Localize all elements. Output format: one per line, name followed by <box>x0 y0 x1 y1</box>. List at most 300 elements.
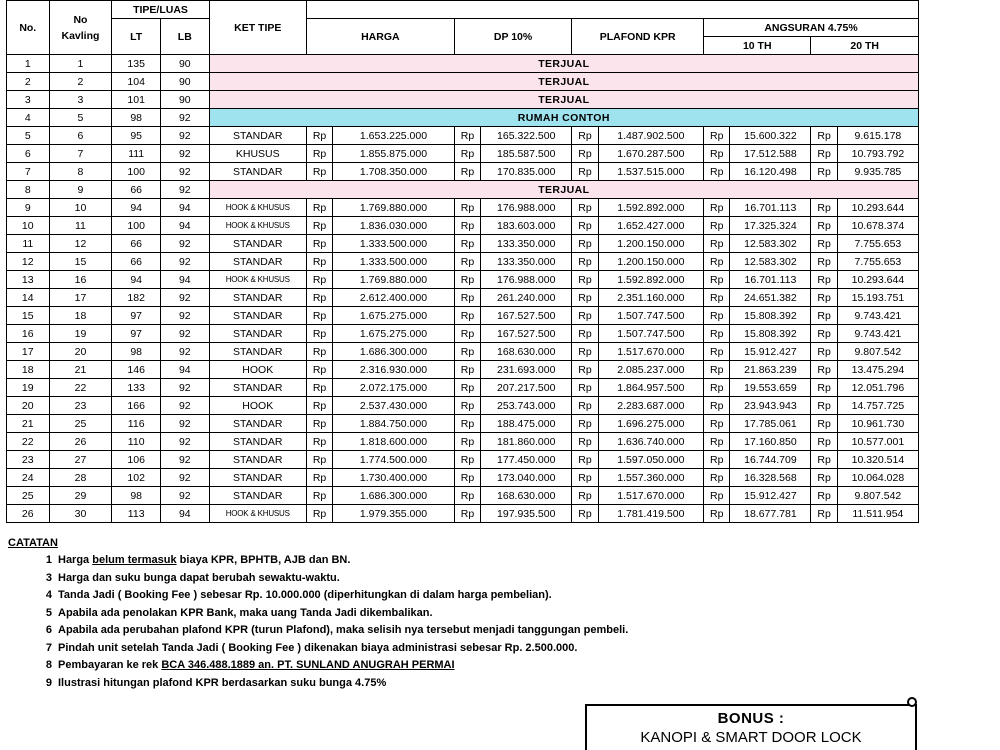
cell-lt: 133 <box>112 379 161 397</box>
cell-dp: 170.835.000 <box>481 163 572 181</box>
cell-rp-10th: Rp <box>704 289 730 307</box>
note-number: 9 <box>45 676 52 689</box>
cell-angsuran-10th: 12.583.302 <box>730 235 811 253</box>
note-item <box>36 640 1000 658</box>
cell-no: 17 <box>7 343 50 361</box>
header-angsuran: ANGSURAN 4.75% <box>704 19 919 37</box>
cell-rp-10th: Rp <box>704 415 730 433</box>
notes-title: CATATAN <box>8 537 58 549</box>
header-top-spacer <box>306 1 918 19</box>
cell-rp-10th: Rp <box>704 379 730 397</box>
cell-rp-plafond: Rp <box>572 469 598 487</box>
cell-no-kavling: 25 <box>49 415 112 433</box>
bonus-title: BONUS : <box>717 710 785 727</box>
cell-angsuran-20th: 11.511.954 <box>837 505 918 523</box>
cell-dp: 261.240.000 <box>481 289 572 307</box>
cell-no: 5 <box>7 127 50 145</box>
cell-rp-dp: Rp <box>454 127 480 145</box>
cell-harga: 1.675.275.000 <box>333 325 455 343</box>
cell-harga: 1.708.350.000 <box>333 163 455 181</box>
table-row <box>7 271 919 289</box>
cell-rp-20th: Rp <box>811 397 837 415</box>
cell-rp-plafond: Rp <box>572 271 598 289</box>
cell-lb: 94 <box>160 199 209 217</box>
cell-no-kavling: 8 <box>49 163 112 181</box>
cell-no: 8 <box>7 181 50 199</box>
cell-no: 16 <box>7 325 50 343</box>
note-number: 1 <box>45 554 52 566</box>
cell-plafond: 1.487.902.500 <box>598 127 703 145</box>
cell-rp-dp: Rp <box>454 451 480 469</box>
cell-ket-tipe: STANDAR <box>209 379 306 397</box>
cell-rp-20th: Rp <box>811 217 837 235</box>
cell-ket-tipe: STANDAR <box>209 307 306 325</box>
cell-angsuran-20th: 13.475.294 <box>837 361 918 379</box>
cell-rp-20th: Rp <box>811 307 837 325</box>
cell-status-terjual: TERJUAL <box>209 55 918 73</box>
cell-angsuran-20th: 7.755.653 <box>837 253 918 271</box>
cell-rp-plafond: Rp <box>572 487 598 505</box>
cell-no-kavling: 11 <box>49 217 112 235</box>
table-row <box>7 487 919 505</box>
cell-plafond: 1.200.150.000 <box>598 235 703 253</box>
cell-harga: 1.855.875.000 <box>333 145 455 163</box>
cell-rp-harga: Rp <box>306 199 332 217</box>
note-text: Apabila ada perubahan plafond KPR (turun Plafond), maka selisih nya tersebut menjadi tanggungan pembeli. <box>58 624 629 636</box>
cell-lt: 98 <box>112 109 161 127</box>
cell-rp-dp: Rp <box>454 271 480 289</box>
cell-rp-20th: Rp <box>811 415 837 433</box>
note-item <box>36 587 1000 605</box>
cell-angsuran-20th: 7.755.653 <box>837 235 918 253</box>
cell-no: 21 <box>7 415 50 433</box>
cell-no-kavling: 18 <box>49 307 112 325</box>
cell-rp-plafond: Rp <box>572 127 598 145</box>
cell-rp-20th: Rp <box>811 379 837 397</box>
cell-no-kavling: 7 <box>49 145 112 163</box>
cell-rp-plafond: Rp <box>572 361 598 379</box>
header-no-kavling-line2: Kavling <box>61 29 100 42</box>
cell-angsuran-10th: 21.863.239 <box>730 361 811 379</box>
cell-rp-10th: Rp <box>704 253 730 271</box>
cell-rp-plafond: Rp <box>572 397 598 415</box>
cell-angsuran-10th: 17.160.850 <box>730 433 811 451</box>
cell-no: 23 <box>7 451 50 469</box>
cell-angsuran-20th: 10.064.028 <box>837 469 918 487</box>
cell-lb: 94 <box>160 271 209 289</box>
cell-rp-dp: Rp <box>454 343 480 361</box>
cell-harga: 2.072.175.000 <box>333 379 455 397</box>
table-row <box>7 505 919 523</box>
cell-lb: 92 <box>160 451 209 469</box>
table-row <box>7 73 919 91</box>
cell-rp-dp: Rp <box>454 379 480 397</box>
cell-rp-20th: Rp <box>811 127 837 145</box>
cell-rp-plafond: Rp <box>572 145 598 163</box>
cell-rp-plafond: Rp <box>572 217 598 235</box>
table-row <box>7 109 919 127</box>
cell-no-kavling: 26 <box>49 433 112 451</box>
cell-rp-10th: Rp <box>704 487 730 505</box>
cell-rp-harga: Rp <box>306 325 332 343</box>
cell-no: 15 <box>7 307 50 325</box>
cell-plafond: 1.670.287.500 <box>598 145 703 163</box>
note-text: Harga dan suku bunga dapat berubah sewaktu-waktu. <box>58 571 340 584</box>
cell-rp-harga: Rp <box>306 217 332 235</box>
cell-lt: 111 <box>112 145 161 163</box>
cell-lb: 92 <box>160 379 209 397</box>
cell-angsuran-10th: 19.553.659 <box>730 379 811 397</box>
note-number: 3 <box>45 571 52 584</box>
cell-ket-tipe: HOOK & KHUSUS <box>209 505 306 523</box>
cell-dp: 176.988.000 <box>481 271 572 289</box>
cell-rp-harga: Rp <box>306 487 332 505</box>
cell-rp-harga: Rp <box>306 379 332 397</box>
cell-no-kavling: 21 <box>49 361 112 379</box>
table-row <box>7 343 919 361</box>
cell-lt: 182 <box>112 289 161 307</box>
cell-dp: 168.630.000 <box>481 487 572 505</box>
table-row <box>7 127 919 145</box>
cell-harga: 1.769.880.000 <box>333 271 455 289</box>
cell-lb: 92 <box>160 235 209 253</box>
cell-angsuran-10th: 16.120.498 <box>730 163 811 181</box>
cell-lb: 92 <box>160 145 209 163</box>
cell-harga: 1.653.225.000 <box>333 127 455 145</box>
table-row <box>7 469 919 487</box>
cell-angsuran-20th: 9.807.542 <box>837 343 918 361</box>
cell-dp: 133.350.000 <box>481 253 572 271</box>
cell-lb: 92 <box>160 415 209 433</box>
cell-rp-dp: Rp <box>454 199 480 217</box>
cell-angsuran-10th: 17.512.588 <box>730 145 811 163</box>
cell-harga: 1.333.500.000 <box>333 235 455 253</box>
cell-ket-tipe: KHUSUS <box>209 145 306 163</box>
cell-rp-20th: Rp <box>811 433 837 451</box>
cell-rp-20th: Rp <box>811 469 837 487</box>
cell-rp-harga: Rp <box>306 343 332 361</box>
cell-rp-20th: Rp <box>811 199 837 217</box>
header-tipe-luas: TIPE/LUAS <box>112 1 209 19</box>
cell-no: 12 <box>7 253 50 271</box>
note-text: Ilustrasi hitungan plafond KPR berdasarkan suku bunga 4.75% <box>58 676 387 689</box>
table-row <box>7 397 919 415</box>
cell-plafond: 1.592.892.000 <box>598 199 703 217</box>
cell-rp-20th: Rp <box>811 343 837 361</box>
cell-harga: 2.612.400.000 <box>333 289 455 307</box>
cell-angsuran-20th: 9.743.421 <box>837 307 918 325</box>
cell-angsuran-20th: 9.615.178 <box>837 127 918 145</box>
cell-harga: 1.686.300.000 <box>333 487 455 505</box>
cell-rp-dp: Rp <box>454 469 480 487</box>
cell-harga: 1.333.500.000 <box>333 253 455 271</box>
cell-dp: 167.527.500 <box>481 307 572 325</box>
cell-angsuran-20th: 9.807.542 <box>837 487 918 505</box>
table-row <box>7 91 919 109</box>
notes-section <box>8 537 1000 692</box>
cell-dp: 168.630.000 <box>481 343 572 361</box>
cell-no: 14 <box>7 289 50 307</box>
cell-no-kavling: 19 <box>49 325 112 343</box>
cell-status-rumah-contoh: RUMAH CONTOH <box>209 109 918 127</box>
cell-no-kavling: 23 <box>49 397 112 415</box>
cell-angsuran-20th: 10.577.001 <box>837 433 918 451</box>
cell-dp: 181.860.000 <box>481 433 572 451</box>
cell-rp-harga: Rp <box>306 163 332 181</box>
cell-dp: 231.693.000 <box>481 361 572 379</box>
cell-rp-plafond: Rp <box>572 163 598 181</box>
cell-no-kavling: 17 <box>49 289 112 307</box>
cell-lb: 92 <box>160 325 209 343</box>
bonus-subtitle: KANOPI & SMART DOOR LOCK <box>640 729 862 746</box>
cell-rp-harga: Rp <box>306 235 332 253</box>
cell-lb: 92 <box>160 181 209 199</box>
cell-harga: 1.769.880.000 <box>333 199 455 217</box>
header-ket-tipe: KET TIPE <box>209 1 306 55</box>
cell-plafond: 2.085.237.000 <box>598 361 703 379</box>
cell-rp-dp: Rp <box>454 145 480 163</box>
cell-angsuran-10th: 17.325.324 <box>730 217 811 235</box>
cell-ket-tipe: STANDAR <box>209 235 306 253</box>
cell-rp-dp: Rp <box>454 307 480 325</box>
cell-dp: 167.527.500 <box>481 325 572 343</box>
cell-rp-dp: Rp <box>454 433 480 451</box>
header-20th: 20 TH <box>811 37 919 55</box>
cell-rp-dp: Rp <box>454 253 480 271</box>
cell-lt: 106 <box>112 451 161 469</box>
cell-rp-dp: Rp <box>454 397 480 415</box>
pricelist-table <box>6 0 919 523</box>
cell-dp: 185.587.500 <box>481 145 572 163</box>
cell-ket-tipe: STANDAR <box>209 127 306 145</box>
cell-rp-harga: Rp <box>306 145 332 163</box>
cell-angsuran-10th: 16.744.709 <box>730 451 811 469</box>
cell-angsuran-20th: 10.293.644 <box>837 271 918 289</box>
cell-rp-10th: Rp <box>704 505 730 523</box>
cell-ket-tipe: HOOK <box>209 361 306 379</box>
cell-rp-dp: Rp <box>454 325 480 343</box>
cell-harga: 1.686.300.000 <box>333 343 455 361</box>
header-no: No. <box>7 1 50 55</box>
cell-angsuran-10th: 15.808.392 <box>730 325 811 343</box>
cell-no: 1 <box>7 55 50 73</box>
cell-harga: 1.836.030.000 <box>333 217 455 235</box>
cell-plafond: 1.517.670.000 <box>598 343 703 361</box>
cell-no-kavling: 6 <box>49 127 112 145</box>
cell-lb: 90 <box>160 73 209 91</box>
cell-no: 13 <box>7 271 50 289</box>
cell-plafond: 1.592.892.000 <box>598 271 703 289</box>
cell-rp-10th: Rp <box>704 397 730 415</box>
cell-rp-10th: Rp <box>704 145 730 163</box>
cell-dp: 207.217.500 <box>481 379 572 397</box>
cell-rp-20th: Rp <box>811 163 837 181</box>
cell-rp-10th: Rp <box>704 199 730 217</box>
cell-rp-dp: Rp <box>454 505 480 523</box>
cell-rp-plafond: Rp <box>572 505 598 523</box>
cell-lb: 92 <box>160 307 209 325</box>
cell-angsuran-20th: 10.320.514 <box>837 451 918 469</box>
table-row <box>7 145 919 163</box>
cell-angsuran-10th: 24.651.382 <box>730 289 811 307</box>
cell-dp: 188.475.000 <box>481 415 572 433</box>
table-row <box>7 163 919 181</box>
cell-rp-dp: Rp <box>454 487 480 505</box>
cell-no: 11 <box>7 235 50 253</box>
table-row <box>7 253 919 271</box>
header-no-kavling <box>49 1 112 55</box>
cell-rp-plafond: Rp <box>572 235 598 253</box>
cell-lt: 116 <box>112 415 161 433</box>
cell-no-kavling: 1 <box>49 55 112 73</box>
cell-lb: 92 <box>160 127 209 145</box>
header-plafond: PLAFOND KPR <box>572 19 704 55</box>
cell-dp: 177.450.000 <box>481 451 572 469</box>
cell-no: 2 <box>7 73 50 91</box>
cell-plafond: 1.200.150.000 <box>598 253 703 271</box>
cell-rp-harga: Rp <box>306 469 332 487</box>
cell-rp-dp: Rp <box>454 163 480 181</box>
cell-rp-dp: Rp <box>454 415 480 433</box>
cell-no: 25 <box>7 487 50 505</box>
note-text: Pembayaran ke rek BCA 346.488.1889 an. PT. SUNLAND ANUGRAH PERMAI <box>58 659 455 671</box>
cell-no-kavling: 29 <box>49 487 112 505</box>
cell-lt: 94 <box>112 199 161 217</box>
note-item <box>36 657 1000 675</box>
cell-harga: 1.730.400.000 <box>333 469 455 487</box>
cell-ket-tipe: HOOK & KHUSUS <box>209 217 306 235</box>
cell-angsuran-20th: 10.961.730 <box>837 415 918 433</box>
cell-plafond: 1.636.740.000 <box>598 433 703 451</box>
cell-dp: 133.350.000 <box>481 235 572 253</box>
cell-ket-tipe: STANDAR <box>209 325 306 343</box>
cell-no-kavling: 9 <box>49 181 112 199</box>
cell-lt: 101 <box>112 91 161 109</box>
bonus-box <box>585 704 917 750</box>
table-row <box>7 379 919 397</box>
cell-angsuran-10th: 23.943.943 <box>730 397 811 415</box>
cell-no-kavling: 15 <box>49 253 112 271</box>
cell-no-kavling: 3 <box>49 91 112 109</box>
cell-angsuran-20th: 9.935.785 <box>837 163 918 181</box>
cell-no: 7 <box>7 163 50 181</box>
note-item <box>36 570 1000 588</box>
cell-lb: 92 <box>160 469 209 487</box>
cell-lb: 92 <box>160 253 209 271</box>
cell-rp-plafond: Rp <box>572 199 598 217</box>
cell-ket-tipe: HOOK & KHUSUS <box>209 271 306 289</box>
cell-dp: 253.743.000 <box>481 397 572 415</box>
cell-rp-10th: Rp <box>704 163 730 181</box>
cell-rp-dp: Rp <box>454 217 480 235</box>
cell-lt: 95 <box>112 127 161 145</box>
cell-angsuran-10th: 15.912.427 <box>730 343 811 361</box>
cell-angsuran-10th: 15.808.392 <box>730 307 811 325</box>
cell-rp-plafond: Rp <box>572 343 598 361</box>
note-text: Apabila ada penolakan KPR Bank, maka uang Tanda Jadi dikembalikan. <box>58 606 433 619</box>
cell-ket-tipe: STANDAR <box>209 415 306 433</box>
cell-dp: 165.322.500 <box>481 127 572 145</box>
header-harga: HARGA <box>306 19 454 55</box>
cell-lt: 110 <box>112 433 161 451</box>
header-lt-group: LT <box>112 19 161 55</box>
cell-rp-harga: Rp <box>306 253 332 271</box>
cell-plafond: 1.781.419.500 <box>598 505 703 523</box>
cell-rp-plafond: Rp <box>572 325 598 343</box>
cell-angsuran-20th: 14.757.725 <box>837 397 918 415</box>
cell-rp-plafond: Rp <box>572 307 598 325</box>
cell-ket-tipe: STANDAR <box>209 343 306 361</box>
cell-lt: 94 <box>112 271 161 289</box>
cell-no: 10 <box>7 217 50 235</box>
table-row <box>7 433 919 451</box>
table-row <box>7 217 919 235</box>
cell-status-terjual: TERJUAL <box>209 181 918 199</box>
cell-plafond: 1.507.747.500 <box>598 307 703 325</box>
cell-angsuran-10th: 16.701.113 <box>730 271 811 289</box>
cell-plafond: 2.351.160.000 <box>598 289 703 307</box>
cell-rp-harga: Rp <box>306 415 332 433</box>
bonus-notch-icon <box>907 697 917 707</box>
cell-rp-10th: Rp <box>704 343 730 361</box>
cell-no-kavling: 27 <box>49 451 112 469</box>
cell-rp-plafond: Rp <box>572 289 598 307</box>
cell-lt: 97 <box>112 307 161 325</box>
cell-plafond: 1.517.670.000 <box>598 487 703 505</box>
cell-rp-harga: Rp <box>306 289 332 307</box>
cell-plafond: 1.597.050.000 <box>598 451 703 469</box>
cell-angsuran-10th: 18.677.781 <box>730 505 811 523</box>
cell-angsuran-20th: 12.051.796 <box>837 379 918 397</box>
cell-rp-dp: Rp <box>454 361 480 379</box>
cell-rp-10th: Rp <box>704 325 730 343</box>
note-number: 5 <box>45 606 52 619</box>
cell-plafond: 1.696.275.000 <box>598 415 703 433</box>
cell-no: 26 <box>7 505 50 523</box>
cell-rp-20th: Rp <box>811 325 837 343</box>
cell-rp-harga: Rp <box>306 505 332 523</box>
note-item <box>36 622 1000 640</box>
cell-lb: 92 <box>160 397 209 415</box>
cell-rp-dp: Rp <box>454 235 480 253</box>
cell-rp-10th: Rp <box>704 127 730 145</box>
cell-rp-harga: Rp <box>306 433 332 451</box>
cell-rp-plafond: Rp <box>572 415 598 433</box>
cell-lb: 92 <box>160 487 209 505</box>
cell-status-terjual: TERJUAL <box>209 91 918 109</box>
cell-lb: 92 <box>160 343 209 361</box>
note-item <box>36 675 1000 693</box>
cell-rp-10th: Rp <box>704 451 730 469</box>
cell-lt: 100 <box>112 163 161 181</box>
cell-harga: 1.675.275.000 <box>333 307 455 325</box>
header-lb-group: LB <box>160 19 209 55</box>
cell-harga: 1.884.750.000 <box>333 415 455 433</box>
cell-no-kavling: 20 <box>49 343 112 361</box>
cell-no: 4 <box>7 109 50 127</box>
note-text: Harga belum termasuk biaya KPR, BPHTB, AJB dan BN. <box>58 554 351 566</box>
cell-dp: 173.040.000 <box>481 469 572 487</box>
cell-rp-20th: Rp <box>811 271 837 289</box>
cell-lt: 135 <box>112 55 161 73</box>
cell-rp-10th: Rp <box>704 307 730 325</box>
cell-harga: 1.979.355.000 <box>333 505 455 523</box>
table-header <box>7 1 919 55</box>
cell-angsuran-10th: 16.701.113 <box>730 199 811 217</box>
cell-ket-tipe: STANDAR <box>209 469 306 487</box>
header-dp: DP 10% <box>454 19 572 55</box>
table-row <box>7 415 919 433</box>
